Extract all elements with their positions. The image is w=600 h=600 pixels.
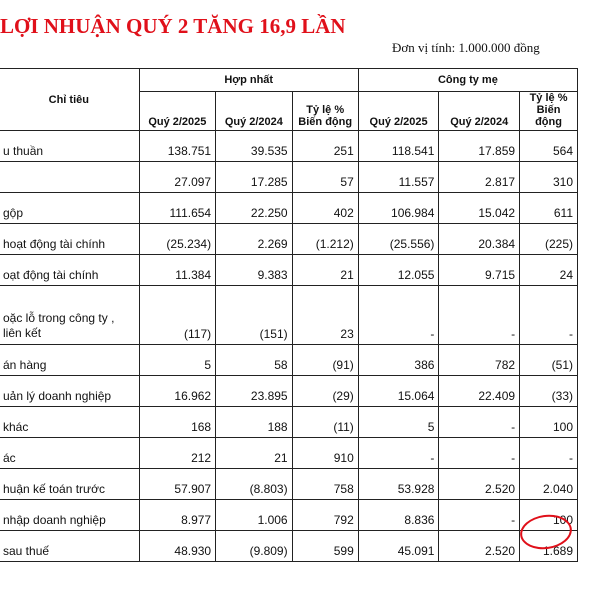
cell-p24: 9.715 xyxy=(439,255,520,286)
cell-c24: 58 xyxy=(216,345,293,376)
table-row xyxy=(0,500,578,531)
cell-c25: 16.962 xyxy=(139,376,216,407)
cell-c25: (25.234) xyxy=(139,224,216,255)
row-label: khác xyxy=(0,407,139,438)
cell-c24: 22.250 xyxy=(216,193,293,224)
cell-c24: 21 xyxy=(216,438,293,469)
table-row xyxy=(0,286,578,345)
cell-c25: 48.930 xyxy=(139,531,216,562)
cell-cp: 23 xyxy=(292,286,358,345)
cell-p24: - xyxy=(439,407,520,438)
profit-table xyxy=(0,68,578,562)
cell-p25: 12.055 xyxy=(358,255,439,286)
table-row xyxy=(0,162,578,193)
cell-c24: (151) xyxy=(216,286,293,345)
cell-cp: (11) xyxy=(292,407,358,438)
cell-p24: - xyxy=(439,286,520,345)
table-row xyxy=(0,376,578,407)
table-row xyxy=(0,224,578,255)
header-q2-2024: Quý 2/2024 xyxy=(439,92,520,131)
table-row xyxy=(0,469,578,500)
cell-pp: (51) xyxy=(520,345,578,376)
cell-pp: - xyxy=(520,438,578,469)
cell-pp: 100 xyxy=(520,407,578,438)
row-label: u thuần xyxy=(0,131,139,162)
cell-cp: (91) xyxy=(292,345,358,376)
row-label: huận kế toán trước xyxy=(0,469,139,500)
cell-p24: 782 xyxy=(439,345,520,376)
cell-p24: 20.384 xyxy=(439,224,520,255)
row-label: ác xyxy=(0,438,139,469)
cell-c24: 17.285 xyxy=(216,162,293,193)
cell-p24: 2.520 xyxy=(439,531,520,562)
cell-cp: 792 xyxy=(292,500,358,531)
row-label: hoạt động tài chính xyxy=(0,224,139,255)
cell-c24: 9.383 xyxy=(216,255,293,286)
cell-cp: 402 xyxy=(292,193,358,224)
header-indicator: Chỉ tiêu xyxy=(0,69,139,131)
table-row xyxy=(0,255,578,286)
cell-pp: 564 xyxy=(520,131,578,162)
header-q2-2025: Quý 2/2025 xyxy=(358,92,439,131)
cell-pp: 100 xyxy=(520,500,578,531)
cell-p24: - xyxy=(439,500,520,531)
header-pct-change: Tỷ lệ % Biến động xyxy=(292,92,358,131)
cell-p24: 22.409 xyxy=(439,376,520,407)
cell-p25: 45.091 xyxy=(358,531,439,562)
cell-c25: 27.097 xyxy=(139,162,216,193)
table-row xyxy=(0,345,578,376)
row-label: nhập doanh nghiệp xyxy=(0,500,139,531)
cell-pp: 1.689 xyxy=(520,531,578,562)
cell-c25: 57.907 xyxy=(139,469,216,500)
header-consolidated: Hợp nhất xyxy=(139,69,358,92)
cell-pp: 611 xyxy=(520,193,578,224)
cell-p25: 15.064 xyxy=(358,376,439,407)
cell-cp: (29) xyxy=(292,376,358,407)
page-title: LỢI NHUẬN QUÝ 2 TĂNG 16,9 LẦN xyxy=(0,14,346,38)
cell-c24: 39.535 xyxy=(216,131,293,162)
cell-c25: 212 xyxy=(139,438,216,469)
cell-c25: 11.384 xyxy=(139,255,216,286)
cell-p25: 8.836 xyxy=(358,500,439,531)
cell-p24: 2.817 xyxy=(439,162,520,193)
cell-c24: 188 xyxy=(216,407,293,438)
header-q2-2025: Quý 2/2025 xyxy=(139,92,216,131)
table-row xyxy=(0,531,578,562)
header-pct-change: Tỷ lệ % Biến động xyxy=(520,92,578,131)
cell-pp: 310 xyxy=(520,162,578,193)
header-q2-2024: Quý 2/2024 xyxy=(216,92,293,131)
table-row xyxy=(0,407,578,438)
cell-pp: 2.040 xyxy=(520,469,578,500)
table-row xyxy=(0,131,578,162)
cell-pp: 24 xyxy=(520,255,578,286)
row-label: sau thuế xyxy=(0,531,139,562)
row-label xyxy=(0,162,139,193)
cell-p24: 17.859 xyxy=(439,131,520,162)
row-label: gộp xyxy=(0,193,139,224)
cell-cp: 758 xyxy=(292,469,358,500)
unit-note: Đơn vị tính: 1.000.000 đồng xyxy=(392,40,540,55)
cell-p25: - xyxy=(358,438,439,469)
row-label: uản lý doanh nghiệp xyxy=(0,376,139,407)
cell-p25: 118.541 xyxy=(358,131,439,162)
cell-p25: 5 xyxy=(358,407,439,438)
row-label: oặc lỗ trong công ty , liên kết xyxy=(0,286,139,345)
cell-c24: 2.269 xyxy=(216,224,293,255)
cell-cp: 21 xyxy=(292,255,358,286)
cell-cp: 599 xyxy=(292,531,358,562)
row-label: án hàng xyxy=(0,345,139,376)
cell-p25: 106.984 xyxy=(358,193,439,224)
cell-c25: 5 xyxy=(139,345,216,376)
cell-c24: (9.809) xyxy=(216,531,293,562)
cell-p25: 11.557 xyxy=(358,162,439,193)
cell-c25: 168 xyxy=(139,407,216,438)
cell-cp: 910 xyxy=(292,438,358,469)
cell-cp: 251 xyxy=(292,131,358,162)
cell-cp: 57 xyxy=(292,162,358,193)
cell-c25: 138.751 xyxy=(139,131,216,162)
cell-c25: (117) xyxy=(139,286,216,345)
cell-p25: 53.928 xyxy=(358,469,439,500)
table-row xyxy=(0,438,578,469)
cell-c25: 8.977 xyxy=(139,500,216,531)
cell-p25: 386 xyxy=(358,345,439,376)
cell-pp: (225) xyxy=(520,224,578,255)
cell-p25: (25.556) xyxy=(358,224,439,255)
cell-c24: 1.006 xyxy=(216,500,293,531)
cell-p25: - xyxy=(358,286,439,345)
cell-pp: - xyxy=(520,286,578,345)
cell-p24: 15.042 xyxy=(439,193,520,224)
header-parent: Công ty mẹ xyxy=(358,69,577,92)
cell-p24: 2.520 xyxy=(439,469,520,500)
row-label: oạt động tài chính xyxy=(0,255,139,286)
cell-p24: - xyxy=(439,438,520,469)
cell-cp: (1.212) xyxy=(292,224,358,255)
table-row xyxy=(0,193,578,224)
cell-c25: 111.654 xyxy=(139,193,216,224)
cell-c24: (8.803) xyxy=(216,469,293,500)
cell-pp: (33) xyxy=(520,376,578,407)
cell-c24: 23.895 xyxy=(216,376,293,407)
